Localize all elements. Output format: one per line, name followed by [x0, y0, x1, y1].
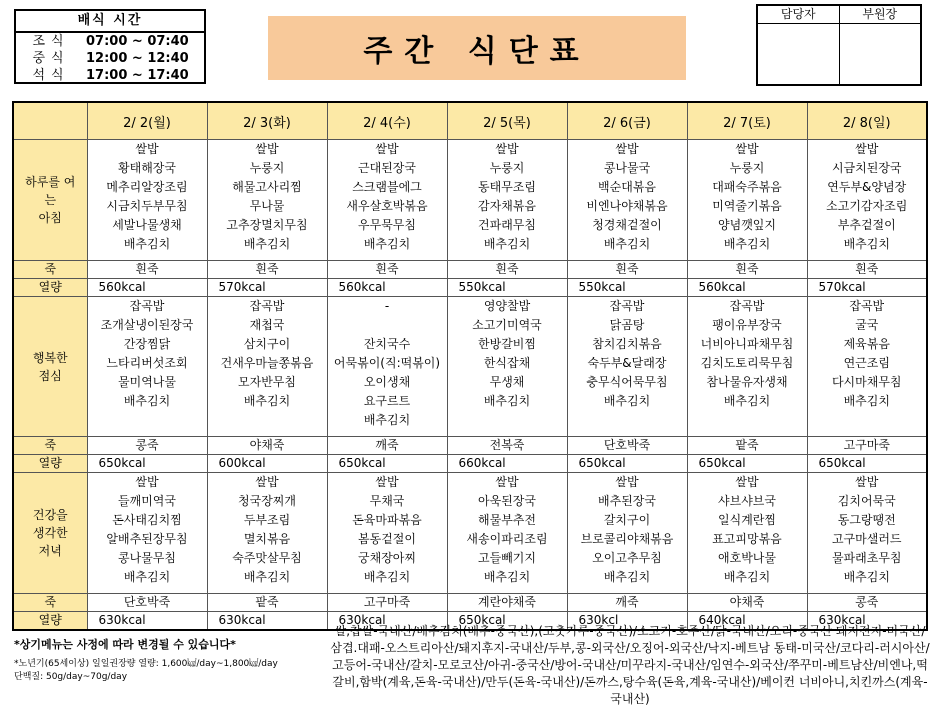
menu-item: 궁채장아찌 — [358, 551, 416, 565]
porridge-cell: 고구마죽 — [807, 437, 927, 455]
menu-cell — [567, 473, 687, 594]
menu-item: 물미역나물 — [118, 375, 176, 389]
menu-item: 건파래무침 — [478, 218, 536, 232]
menu-item: 참나물유자생채 — [706, 375, 788, 389]
menu-cell — [567, 140, 687, 261]
kcal-cell: 560kcal — [87, 279, 207, 297]
menu-item: 무채국 — [369, 494, 405, 508]
dinner-porridge-row — [13, 594, 927, 612]
porridge-cell: 팥죽 — [687, 437, 807, 455]
menu-item: 누룽지 — [729, 161, 765, 175]
breakfast-row — [13, 140, 927, 261]
menu-item: 고구마샐러드 — [831, 532, 902, 546]
menu-item: 동태무조림 — [478, 180, 536, 194]
porridge-cell: 야채죽 — [687, 594, 807, 612]
porridge-label: 죽 — [13, 261, 87, 279]
menu-item: 애호박나물 — [718, 551, 776, 565]
day-header: 2/ 6(금) — [567, 102, 687, 140]
menu-item: 배추김치 — [603, 394, 651, 408]
menu-item: 근대된장국 — [358, 161, 416, 175]
menu-item: 무생채 — [489, 375, 525, 389]
menu-item: 배추김치 — [723, 237, 771, 251]
porridge-cell: 흰죽 — [447, 261, 567, 279]
day-header: 2/ 7(토) — [687, 102, 807, 140]
menu-item: 배추김치 — [363, 237, 411, 251]
menu-item: 돈육마파볶음 — [352, 513, 422, 527]
meal-time-title: 배식 시간 — [16, 11, 204, 33]
meal-time-label: 석식 — [32, 68, 70, 83]
menu-item: 고추장멸치무침 — [226, 218, 308, 232]
menu-item: 스크램블에그 — [352, 180, 422, 194]
menu-item: 청국장찌개 — [238, 494, 296, 508]
menu-item: 잡곡밥 — [609, 299, 645, 313]
menu-item: 잡곡밥 — [849, 299, 885, 313]
notice-change: *상기메뉴는 사정에 따라 변경될 수 있습니다* — [14, 638, 236, 651]
menu-item: 느타리버섯조회 — [106, 356, 188, 370]
porridge-cell: 흰죽 — [207, 261, 327, 279]
menu-item: 배추김치 — [843, 237, 890, 251]
menu-item: 쌀밥 — [615, 475, 639, 489]
kcal-cell: 570kcal — [807, 279, 927, 297]
notice-calorie: *노년기(65세이상) 일일권장량 열량: 1,600㎉/day~1,800㎉/day — [14, 659, 278, 669]
meal-time-row — [16, 67, 204, 84]
menu-item: 양념깻잎지 — [718, 218, 776, 232]
menu-cell — [327, 473, 447, 594]
menu-item: 갈치구이 — [603, 513, 651, 527]
menu-item: 쌀밥 — [495, 142, 519, 156]
meal-label-line: 건강을 — [32, 508, 68, 522]
menu-item: 조개살냉이된장국 — [100, 318, 194, 332]
kcal-cell: 560kcal — [327, 279, 447, 297]
menu-item: 쌀밥 — [135, 142, 159, 156]
menu-item: 쌀밥 — [255, 142, 279, 156]
menu-item: 소고기감자조림 — [826, 199, 908, 213]
menu-item — [328, 316, 447, 335]
menu-cell — [687, 140, 807, 261]
porridge-cell: 야채죽 — [207, 437, 327, 455]
menu-item: 쌀밥 — [135, 475, 159, 489]
menu-cell — [447, 140, 567, 261]
menu-item: 해물고사리찜 — [232, 180, 302, 194]
menu-cell — [207, 297, 327, 437]
meal-time-label: 조식 — [32, 34, 70, 49]
meal-label-line: 아침 — [38, 211, 62, 225]
menu-cell — [567, 297, 687, 437]
dinner-label — [13, 473, 87, 594]
menu-item: 배추김치 — [243, 394, 291, 408]
porridge-cell: 흰죽 — [807, 261, 927, 279]
menu-item: 배추김치 — [603, 570, 651, 584]
menu-item: 미역줄기볶음 — [712, 199, 782, 213]
menu-item: 해물부추전 — [478, 513, 536, 527]
kcal-cell: 630kcal — [327, 612, 447, 631]
porridge-cell: 단호박죽 — [87, 594, 207, 612]
menu-item: 배추김치 — [123, 237, 171, 251]
approval-box — [756, 4, 922, 86]
menu-item: 콩나물국 — [603, 161, 651, 175]
porridge-cell: 콩죽 — [807, 594, 927, 612]
menu-item: 쌀밥 — [495, 475, 519, 489]
menu-item: 숙주맛살무침 — [232, 551, 302, 565]
menu-item: 배추김치 — [843, 570, 890, 584]
menu-item: 배추된장국 — [598, 494, 656, 508]
notice — [14, 636, 314, 684]
lunch-kcal-row — [13, 455, 927, 473]
menu-item: 소고기미역국 — [472, 318, 542, 332]
day-header: 2/ 5(목) — [447, 102, 567, 140]
kcal-cell: 560kcal — [687, 279, 807, 297]
menu-item: 쌀밥 — [735, 475, 759, 489]
day-header-row — [13, 102, 927, 140]
day-header: 2/ 2(월) — [87, 102, 207, 140]
menu-item: 재첩국 — [249, 318, 285, 332]
menu-cell — [807, 140, 927, 261]
kcal-cell: 660kcal — [447, 455, 567, 473]
menu-item: 숙두부&달래장 — [587, 356, 667, 370]
menu-item: 일식계란찜 — [718, 513, 776, 527]
kcal-cell: 640kcal — [687, 612, 807, 631]
day-header: 2/ 8(일) — [807, 102, 927, 140]
porridge-label: 죽 — [13, 594, 87, 612]
menu-item: 브로콜리야채볶음 — [580, 532, 674, 546]
menu-item: 김치어묵국 — [837, 494, 896, 508]
lunch-label — [13, 297, 87, 437]
menu-item: 쌀밥 — [375, 142, 399, 156]
menu-item: 시금치두부무침 — [106, 199, 188, 213]
menu-cell — [87, 297, 207, 437]
breakfast-porridge-row — [13, 261, 927, 279]
porridge-cell: 계란야채죽 — [447, 594, 567, 612]
menu-cell — [807, 473, 927, 594]
meal-label-line: 는 — [44, 193, 57, 207]
meal-time-value: 12:00 ~ 12:40 — [86, 51, 189, 66]
menu-item: 비엔나야채볶음 — [586, 199, 668, 213]
meal-time-row — [16, 50, 204, 67]
menu-item: 표고피망볶음 — [712, 532, 782, 546]
menu-item: 백순대볶음 — [598, 180, 656, 194]
menu-item: 배추김치 — [843, 394, 890, 408]
menu-item: 우무묵무침 — [358, 218, 416, 232]
menu-cell — [687, 473, 807, 594]
menu-item: 두부조림 — [243, 513, 291, 527]
menu-item: 메추리알장조림 — [106, 180, 188, 194]
kcal-cell: 550kcal — [447, 279, 567, 297]
menu-item: 한방갈비찜 — [478, 337, 536, 351]
menu-item: 다시마채무침 — [831, 375, 902, 389]
porridge-cell: 흰죽 — [567, 261, 687, 279]
kcal-cell: 650kcal — [327, 455, 447, 473]
meal-label-line: 행복한 — [32, 350, 68, 365]
kcal-cell: 570kcal — [207, 279, 327, 297]
menu-item: 어묵볶이(직:떡볶이) — [333, 356, 441, 370]
porridge-cell: 콩죽 — [87, 437, 207, 455]
menu-table — [12, 101, 928, 631]
menu-cell — [447, 297, 567, 437]
menu-item: 들깨미역국 — [118, 494, 176, 508]
menu-item: 대패숙주볶음 — [712, 180, 782, 194]
meal-time-value: 07:00 ~ 07:40 — [86, 34, 189, 49]
menu-item: 잡곡밥 — [249, 299, 285, 313]
menu-cell — [687, 297, 807, 437]
menu-item: 봄동겉절이 — [358, 532, 416, 546]
menu-item: 잡곡밥 — [129, 299, 165, 313]
page-title: 주간 식단표 — [268, 16, 686, 80]
menu-item: 배추김치 — [123, 394, 171, 408]
kcal-label: 열량 — [13, 455, 87, 473]
day-header: 2/ 3(화) — [207, 102, 327, 140]
menu-item: 간장찜닭 — [123, 337, 171, 351]
porridge-label: 죽 — [13, 437, 87, 455]
kcal-cell: 600kcal — [207, 455, 327, 473]
signature-field-vice-director[interactable] — [840, 24, 921, 84]
menu-item: 쌀밥 — [255, 475, 279, 489]
meal-label-line: 생각한 — [32, 526, 68, 540]
menu-item: 쌀밥 — [615, 142, 639, 156]
menu-item: 감자채볶음 — [478, 199, 536, 213]
menu-cell — [207, 140, 327, 261]
kcal-cell: 630kcal — [807, 612, 927, 631]
menu-item: 배추김치 — [243, 237, 291, 251]
menu-item: 누룽지 — [489, 161, 525, 175]
kcal-cell: 650kcal — [807, 455, 927, 473]
menu-item: 시금치된장국 — [831, 161, 902, 175]
menu-item: 삼치구이 — [243, 337, 291, 351]
menu-item: 모자반무침 — [238, 375, 296, 389]
approval-column — [758, 6, 839, 84]
dinner-row — [13, 473, 927, 594]
menu-cell — [327, 140, 447, 261]
menu-item: 알배추된장무침 — [106, 532, 188, 546]
approval-head-manager: 담당자 — [758, 6, 839, 24]
menu-item: 쌀밥 — [735, 142, 759, 156]
menu-item: 배추김치 — [363, 413, 411, 427]
menu-cell — [87, 140, 207, 261]
menu-item: 충무식어묵무침 — [586, 375, 668, 389]
kcal-label: 열량 — [13, 612, 87, 631]
menu-item: 청경채겉절이 — [592, 218, 662, 232]
menu-item: 쌀밥 — [855, 142, 879, 156]
corner-cell — [13, 102, 87, 140]
porridge-cell: 흰죽 — [327, 261, 447, 279]
menu-item: 닭곰탕 — [609, 318, 645, 332]
meal-label-line: 하루를 여 — [25, 175, 76, 189]
menu-item: 김치도토리묵무침 — [700, 356, 794, 370]
menu-item: 멸치볶음 — [243, 532, 291, 546]
kcal-cell: 650kcal — [687, 455, 807, 473]
porridge-cell: 깨죽 — [327, 437, 447, 455]
menu-item: 참치김치볶음 — [592, 337, 662, 351]
kcal-cell: 550kcal — [567, 279, 687, 297]
menu-cell — [807, 297, 927, 437]
menu-item: 한식잡채 — [483, 356, 531, 370]
menu-cell — [87, 473, 207, 594]
menu-item: 잡곡밥 — [729, 299, 765, 313]
menu-item: 배추김치 — [243, 570, 291, 584]
kcal-cell: 650kcal — [567, 455, 687, 473]
menu-cell — [207, 473, 327, 594]
menu-item: 배추김치 — [363, 570, 411, 584]
menu-item: 무나물 — [249, 199, 285, 213]
menu-item: 연두부&양념장 — [827, 180, 907, 194]
meal-label-line: 저녁 — [38, 544, 62, 558]
signature-field-manager[interactable] — [758, 24, 839, 84]
menu-item: 쌀밥 — [855, 475, 879, 489]
day-header: 2/ 4(수) — [327, 102, 447, 140]
kcal-cell: 630kcl — [567, 612, 687, 631]
kcal-cell: 650kcal — [87, 455, 207, 473]
kcal-cell: 630kcal — [207, 612, 327, 631]
menu-item: 고들빼기지 — [478, 551, 536, 565]
porridge-cell: 고구마죽 — [327, 594, 447, 612]
meal-time-value: 17:00 ~ 17:40 — [86, 68, 189, 83]
porridge-cell: 깨죽 — [567, 594, 687, 612]
breakfast-kcal-row — [13, 279, 927, 297]
menu-item: 콩나물무침 — [118, 551, 176, 565]
menu-item: 물파래초무침 — [831, 551, 902, 565]
menu-item: 누룽지 — [249, 161, 285, 175]
menu-item: 새송이파리조림 — [466, 532, 548, 546]
menu-item: 굴국 — [855, 318, 879, 332]
porridge-cell: 팥죽 — [207, 594, 327, 612]
menu-item: 황태해장국 — [118, 161, 176, 175]
approval-column — [839, 6, 921, 84]
approval-head-vice-director: 부원장 — [840, 6, 921, 24]
breakfast-label — [13, 140, 87, 261]
meal-time-box — [14, 9, 206, 84]
notice-protein: 단백질: 50g/day~70g/day — [14, 672, 128, 682]
menu-item: 세발나물생채 — [112, 218, 182, 232]
menu-item: 오이고추무침 — [592, 551, 662, 565]
porridge-cell: 흰죽 — [687, 261, 807, 279]
menu-item: 너비아니파채무침 — [700, 337, 794, 351]
menu-item: 쌀밥 — [375, 475, 399, 489]
menu-cell — [327, 297, 447, 437]
menu-item: 배추김치 — [123, 570, 171, 584]
menu-item: 영양찰밥 — [483, 299, 531, 313]
kcal-cell: 630kcal — [87, 612, 207, 631]
menu-item: 잔치국수 — [363, 337, 411, 351]
menu-item: 동그랑땡전 — [837, 513, 896, 527]
porridge-cell: 흰죽 — [87, 261, 207, 279]
meal-label-line: 점심 — [38, 368, 62, 383]
menu-item: 부추겉절이 — [837, 218, 896, 232]
menu-item: 배추김치 — [483, 570, 531, 584]
menu-item: 배추김치 — [603, 237, 651, 251]
meal-time-label: 중식 — [32, 51, 70, 66]
kcal-label: 열량 — [13, 279, 87, 297]
menu-item: 연근조림 — [843, 356, 890, 370]
menu-item: 오이생채 — [363, 375, 411, 389]
kcal-cell: 650kcal — [447, 612, 567, 631]
menu-item: 팽이유부장국 — [712, 318, 782, 332]
porridge-cell: 전복죽 — [447, 437, 567, 455]
menu-item: 요구르트 — [363, 394, 411, 408]
menu-item: 아욱된장국 — [478, 494, 536, 508]
meal-time-row — [16, 33, 204, 50]
menu-cell — [447, 473, 567, 594]
menu-item: 돈사태김치찜 — [112, 513, 182, 527]
menu-item: - — [384, 299, 390, 313]
menu-item: 배추김치 — [723, 394, 771, 408]
menu-item: 배추김치 — [483, 237, 531, 251]
porridge-cell: 단호박죽 — [567, 437, 687, 455]
lunch-porridge-row — [13, 437, 927, 455]
menu-item: 배추김치 — [723, 570, 771, 584]
menu-item: 새우살호박볶음 — [346, 199, 428, 213]
menu-item: 건새우마늘쫑볶음 — [220, 356, 314, 370]
origin-info: 쌀,찹쌀-국내산/배추김치(배추-중국산),(고춧가루-중국산)/소고기-호주산/닭-국내산/오리-중국산 돼지전지-미국산/삼겹.대패-오스트리아산/돼지후지-국내산/두부,콩-외국산/오징어-외국산/낙지-베트남 동태-미국산/코다리-러시아산/고등어-국내산/갈치-모로코산/아귀-중국산/방어-국내산/미꾸라지-국내산/임연수-외국산/쭈꾸미-베트남산/비엔나,떡갈비,함박(계육,돈육-국내산)/만두(돈육-국내산)/돈까스,탕수육(돈육,계육-국내산)/베이컨 너비아니,치킨까스(계육-국내산) — [330, 624, 930, 706]
menu-item: 배추김치 — [483, 394, 531, 408]
lunch-row — [13, 297, 927, 437]
menu-item: 샤브샤브국 — [718, 494, 776, 508]
menu-item: 제육볶음 — [843, 337, 890, 351]
